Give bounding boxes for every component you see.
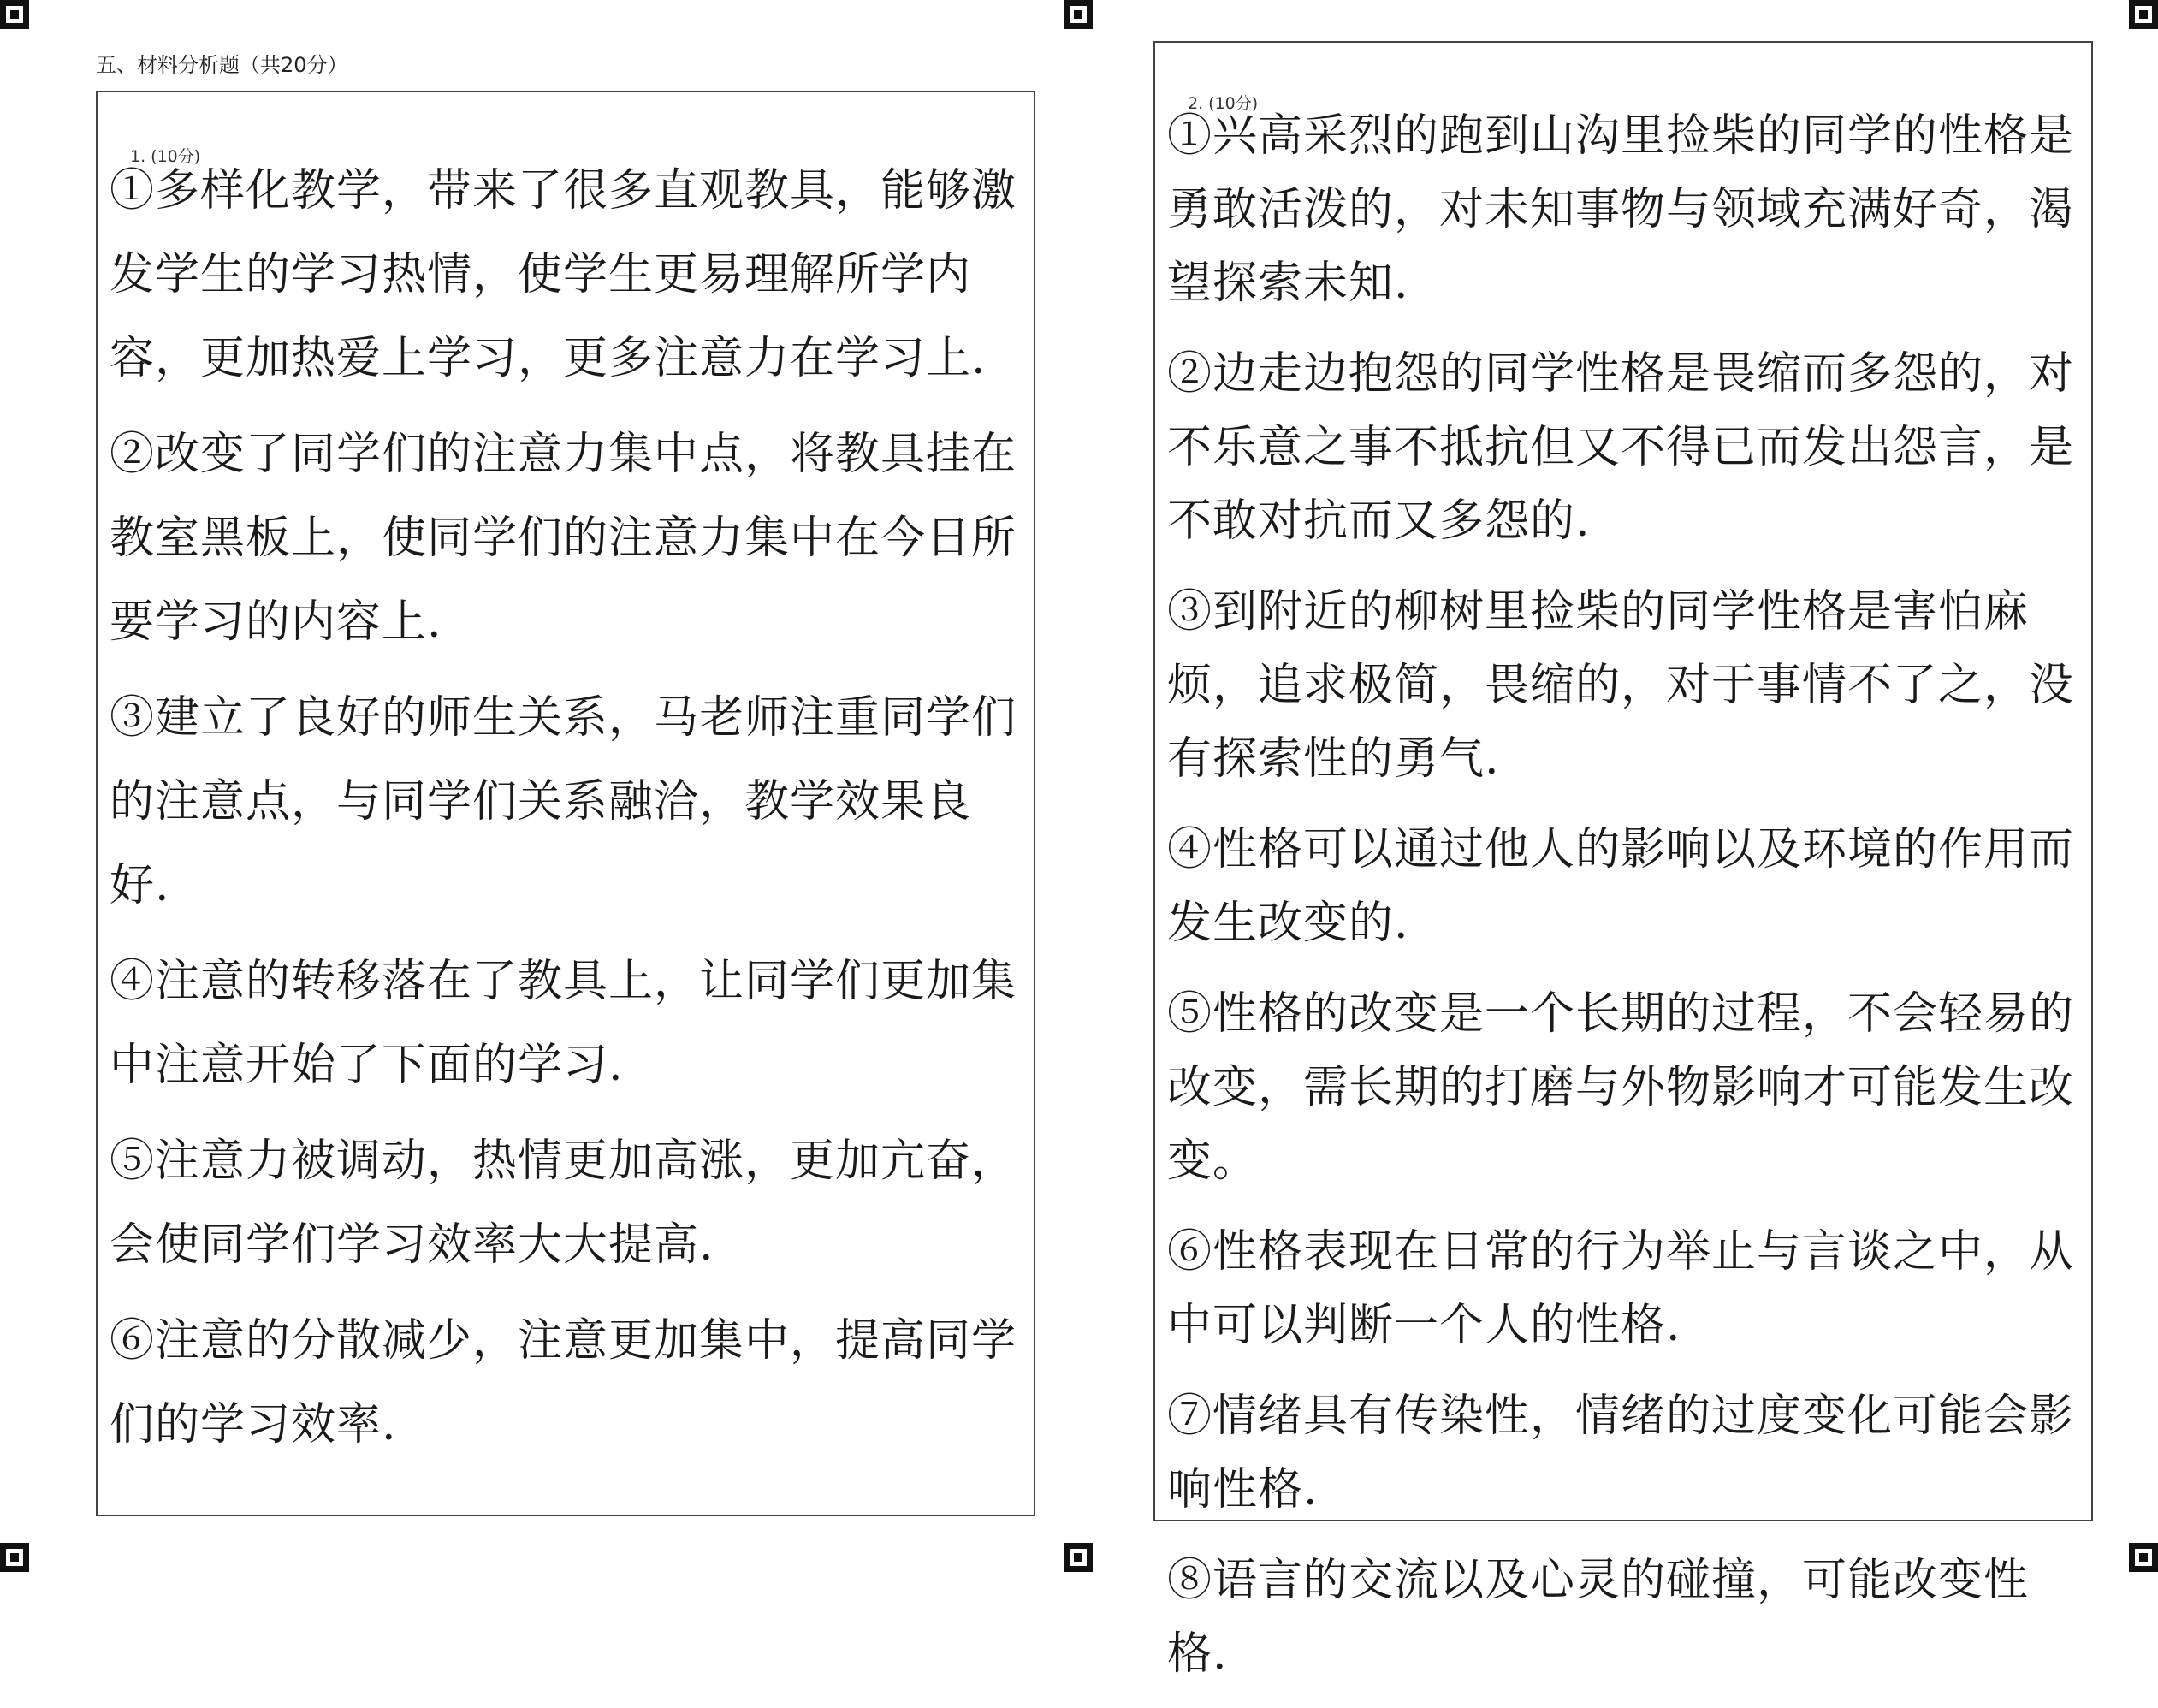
answer-2-paragraph: ③到附近的柳树里捡柴的同学性格是害怕麻烦，追求极简，畏缩的，对于事情不了之，没有探索性的勇气. <box>1167 586 2075 785</box>
answer-2-paragraph: ⑧语言的交流以及心灵的碰撞，可能改变性格. <box>1167 1555 2030 1680</box>
question-2-answer <box>1167 99 2083 1708</box>
corner-marker-top-right <box>2129 0 2158 29</box>
answer-box-question-2 <box>1153 41 2093 1680</box>
answer-2-paragraph: ⑥性格表现在日常的行为举止与言谈之中，从中可以判断一个人的性格. <box>1167 1226 2075 1351</box>
answer-1-paragraph: ⑤注意力被调动，热情更加高涨，更加亢奋，会使同学们学习效率大大提高. <box>110 1136 1017 1271</box>
corner-marker-bottom-center <box>1064 1543 1093 1572</box>
corner-marker-bottom-left <box>0 1543 29 1572</box>
answer-1-paragraph: ④注意的转移落在了教具上，让同学们更加集中注意开始了下面的学习. <box>110 956 1017 1091</box>
question-2-label: 2. (10分) <box>1188 94 1259 113</box>
corner-marker-top-center <box>1064 0 1093 29</box>
answer-2-paragraph: ④性格可以通过他人的影响以及环境的作用而发生改变的. <box>1167 824 2075 949</box>
question-1-answer <box>110 149 1025 1479</box>
section-title: 五、材料分析题（共20分） <box>96 53 348 77</box>
answer-2-paragraph: ⑦情绪具有传染性，情绪的过度变化可能会影响性格. <box>1167 1391 2075 1515</box>
answer-1-paragraph: ⑥注意的分散减少，注意更加集中，提高同学们的学习效率. <box>110 1315 1017 1450</box>
answer-2-paragraph: ②边走边抱怨的同学性格是畏缩而多怨的，对不乐意之事不抵抗但又不得已而发出怨言，是不敢对抗而又多怨的. <box>1167 348 2075 547</box>
answer-1-paragraph: ①多样化教学，带来了很多直观教具，能够激发学生的学习热情，使学生更易理解所学内容，更加热爱上学习，更多注意力在学习上. <box>110 165 1017 384</box>
answer-box-question-1 <box>96 91 1035 1516</box>
answer-1-paragraph: ③建立了良好的师生关系，马老师注重同学们的注意点，与同学们关系融洽，教学效果良好. <box>110 692 1017 911</box>
answer-2-paragraph: ①兴高采烈的跑到山沟里捡柴的同学的性格是勇敢活泼的，对未知事物与领域充满好奇，渴望探索未知. <box>1167 110 2075 309</box>
corner-marker-top-left <box>0 0 29 29</box>
answer-1-paragraph: ②改变了同学们的注意力集中点，将教具挂在教室黑板上，使同学们的注意力集中在今日所要学习的内容上. <box>110 429 1017 648</box>
question-1-label: 1. (10分) <box>130 147 201 166</box>
corner-marker-bottom-right <box>2129 1543 2158 1572</box>
answer-2-paragraph: ⑤性格的改变是一个长期的过程，不会轻易的改变，需长期的打磨与外物影响才可能发生改变。 <box>1167 988 2075 1187</box>
